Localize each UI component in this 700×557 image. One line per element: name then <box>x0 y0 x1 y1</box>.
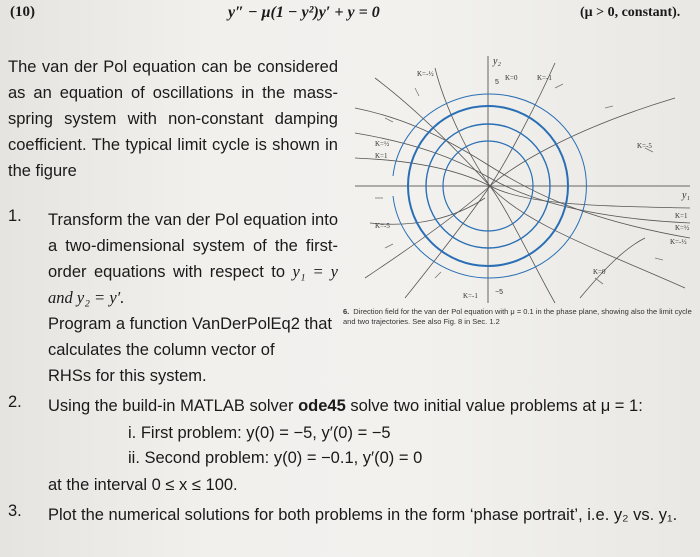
item-3-number: 3. <box>8 502 22 520</box>
isocline-label: K=-1 <box>537 74 552 82</box>
interval: at the interval 0 ≤ x ≤ 100. <box>48 476 238 494</box>
tick-5: 5 <box>495 79 499 86</box>
problem-number: (10) <box>10 4 35 20</box>
figure-caption <box>343 307 698 327</box>
item-1-text <box>48 207 338 311</box>
caption-number: 6. <box>343 307 350 316</box>
isocline-label: K=-5 <box>375 222 390 230</box>
isocline-label: K=½ <box>375 140 390 148</box>
item-2-text <box>48 393 688 419</box>
isocline-curve <box>355 108 690 238</box>
item-1-rhs: RHSs for this system. <box>48 367 207 385</box>
first-problem: i. First problem: y(0) = −5, y′(0) = −5 <box>128 424 391 442</box>
item-1-number: 1. <box>8 207 22 225</box>
item-2-number: 2. <box>8 393 22 411</box>
van-der-pol-equation: y″ − μ(1 − y²)y′ + y = 0 <box>228 4 380 21</box>
isocline-label: K=1 <box>375 152 388 160</box>
isocline-label: K=-5 <box>637 142 652 150</box>
item-1-text-a: Transform the van der Pol equation into a two-dimensional system of the first-order equations with respect to <box>48 211 338 281</box>
y1-axis-label: y₁ <box>682 190 690 201</box>
phase-plane-figure <box>345 48 697 310</box>
isocline-label: K=0 <box>505 74 518 82</box>
mu-condition: (μ > 0, constant). <box>580 5 681 20</box>
tick-neg5: −5 <box>495 289 503 296</box>
isocline-label: K=-½ <box>417 70 434 78</box>
y2-axis-label: y₂ <box>493 56 501 67</box>
item-1-program: Program a function VanDerPolEq2 that calculates the column vector of <box>48 315 333 359</box>
isocline-label: K=-1 <box>463 292 478 300</box>
isocline-label: K=½ <box>675 224 690 232</box>
isocline-label: K=0 <box>593 268 606 276</box>
isocline-label: K=1 <box>675 212 688 220</box>
item-3-text: Plot the numerical solutions for both problems in the form ‘phase portrait’, i.e. y₂ vs. y₁. <box>48 506 678 524</box>
solver-name: ode45 <box>298 397 346 415</box>
isocline-label: K=-½ <box>670 238 687 246</box>
item-1-substitution: y₁ = y and y₂ = y′. <box>48 262 338 307</box>
item-2-text-b: solve two initial value problems at μ = 1: <box>350 397 643 415</box>
isocline-curve <box>355 158 690 208</box>
second-problem: ii. Second problem: y(0) = −0.1, y′(0) = 0 <box>128 449 423 467</box>
intro-paragraph: The van der Pol equation can be considered as an equation of oscillations in the mass-spring system with non-constant damping coefficient. The typical limit cycle is shown in the figure <box>8 58 338 180</box>
item-2-text-a: Using the build-in MATLAB solver <box>48 397 294 415</box>
isocline-labels <box>375 70 689 300</box>
caption-text: Direction field for the van der Pol equation with μ = 0.1 in the phase plane, showing also the limit cycle and two trajectories. See also Fig. 8 in Sec. 1.2 <box>343 307 692 326</box>
